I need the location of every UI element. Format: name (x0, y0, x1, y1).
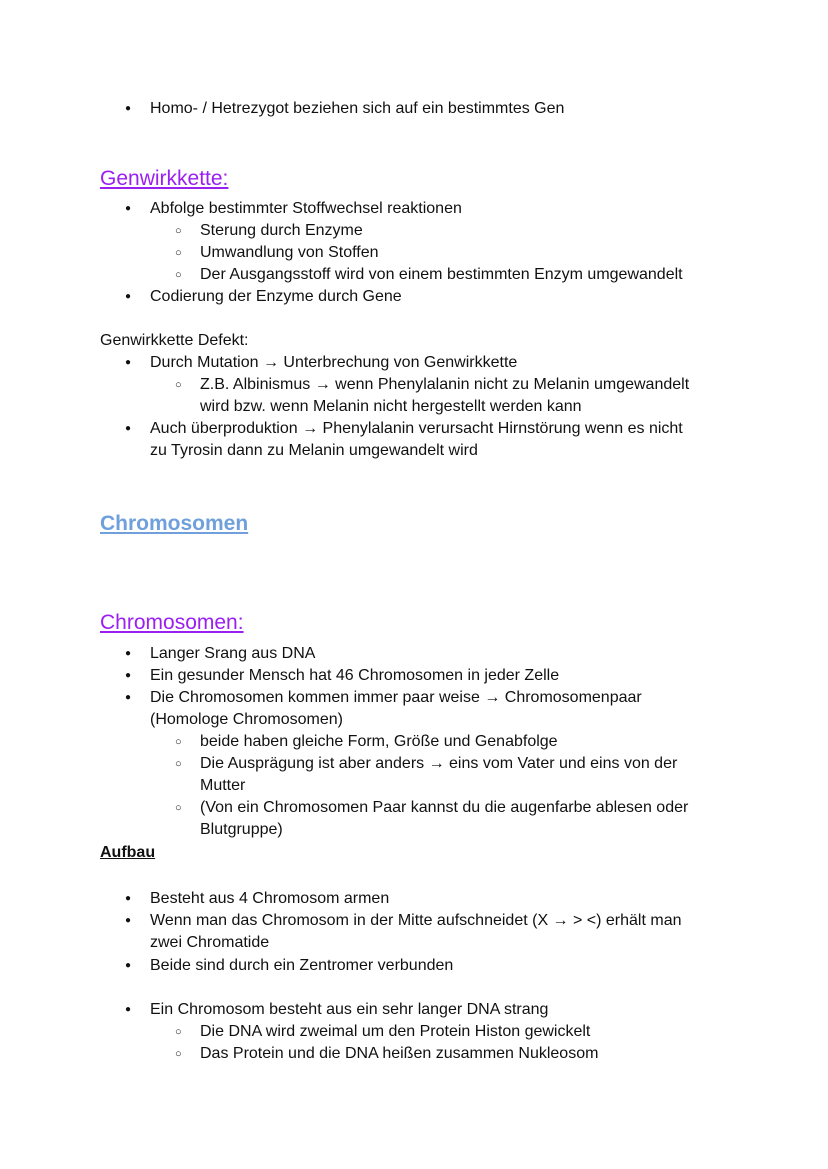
bullet-icon: ● (125, 423, 132, 434)
list-item-text: Codierung der Enzyme durch Gene (150, 288, 402, 305)
bullet-icon: ● (125, 692, 132, 703)
list-item-text: Langer Srang aus DNA (150, 645, 316, 662)
hollow-bullet-icon: ○ (175, 1026, 182, 1038)
hollow-bullet-icon: ○ (175, 247, 182, 259)
list-item-text: Der Ausgangsstoff wird von einem bestimmten Enzym umgewandelt (200, 266, 683, 283)
bullet-icon: ● (125, 648, 132, 659)
list-item-text: beide haben gleiche Form, Größe und Genabfolge (200, 733, 558, 750)
bullet-icon: ● (125, 291, 132, 302)
paragraph: Genwirkkette Defekt: (100, 332, 249, 349)
bullet-icon: ● (125, 103, 132, 114)
bullet-icon: ● (125, 1004, 132, 1015)
list-item-text: Das Protein und die DNA heißen zusammen Nukleosom (200, 1045, 599, 1062)
list-item-text: Die DNA wird zweimal um den Protein Histon gewickelt (200, 1023, 591, 1040)
hollow-bullet-icon: ○ (175, 1048, 182, 1060)
list-item-text: Mutter (200, 777, 246, 794)
list-item-text: Ein gesunder Mensch hat 46 Chromosomen in jeder Zelle (150, 667, 560, 684)
list-item-text: Abfolge bestimmter Stoffwechsel reaktionen (150, 200, 462, 217)
bullet-icon: ● (125, 915, 132, 926)
bullet-icon: ● (125, 960, 132, 971)
section-heading: Chromosomen (100, 512, 249, 535)
list-item-text: Z.B. Albinismus → wenn Phenylalanin nicht zu Melanin umgewandelt (200, 376, 690, 393)
hollow-bullet-icon: ○ (175, 736, 182, 748)
list-item-text: Durch Mutation → Unterbrechung von Genwirkkette (150, 354, 518, 371)
list-item-text: Besteht aus 4 Chromosom armen (150, 890, 390, 907)
list-item-text: Umwandlung von Stoffen (200, 244, 379, 261)
bullet-icon: ● (125, 357, 132, 368)
list-item-text: Die Ausprägung ist aber anders → eins vom Vater und eins von der (200, 755, 678, 772)
section-heading: Genwirkkette: (100, 167, 229, 190)
list-item-text: Homo- / Hetrezygot beziehen sich auf ein bestimmtes Gen (150, 100, 565, 117)
hollow-bullet-icon: ○ (175, 379, 182, 391)
hollow-bullet-icon: ○ (175, 802, 182, 814)
list-item-text: Sterung durch Enzyme (200, 222, 363, 239)
list-item-text: Die Chromosomen kommen immer paar weise → Chromosomenpaar (150, 689, 642, 706)
list-item-text: Auch überproduktion → Phenylalanin verursacht Hirnstörung wenn es nicht (150, 420, 683, 437)
list-item-text: Ein Chromosom besteht aus ein sehr langer DNA strang (150, 1001, 549, 1018)
list-item-text: Beide sind durch ein Zentromer verbunden (150, 957, 454, 974)
bullet-icon: ● (125, 203, 132, 214)
hollow-bullet-icon: ○ (175, 758, 182, 770)
list-item-text: wird bzw. wenn Melanin nicht hergestellt werden kann (200, 398, 582, 415)
subsection-heading: Aufbau (100, 844, 156, 861)
bullet-icon: ● (125, 893, 132, 904)
list-item-text: Blutgruppe) (200, 821, 283, 838)
hollow-bullet-icon: ○ (175, 269, 182, 281)
list-item-text: Wenn man das Chromosom in der Mitte aufschneidet (X → > <) erhält man (150, 912, 682, 929)
list-item-text: zwei Chromatide (150, 934, 270, 951)
bullet-icon: ● (125, 670, 132, 681)
list-item-text: (Homologe Chromosomen) (150, 711, 343, 728)
list-item-text: (Von ein Chromosomen Paar kannst du die augenfarbe ablesen oder (200, 799, 689, 816)
hollow-bullet-icon: ○ (175, 225, 182, 237)
section-heading: Chromosomen: (100, 611, 244, 634)
list-item-text: zu Tyrosin dann zu Melanin umgewandelt wird (150, 442, 478, 459)
